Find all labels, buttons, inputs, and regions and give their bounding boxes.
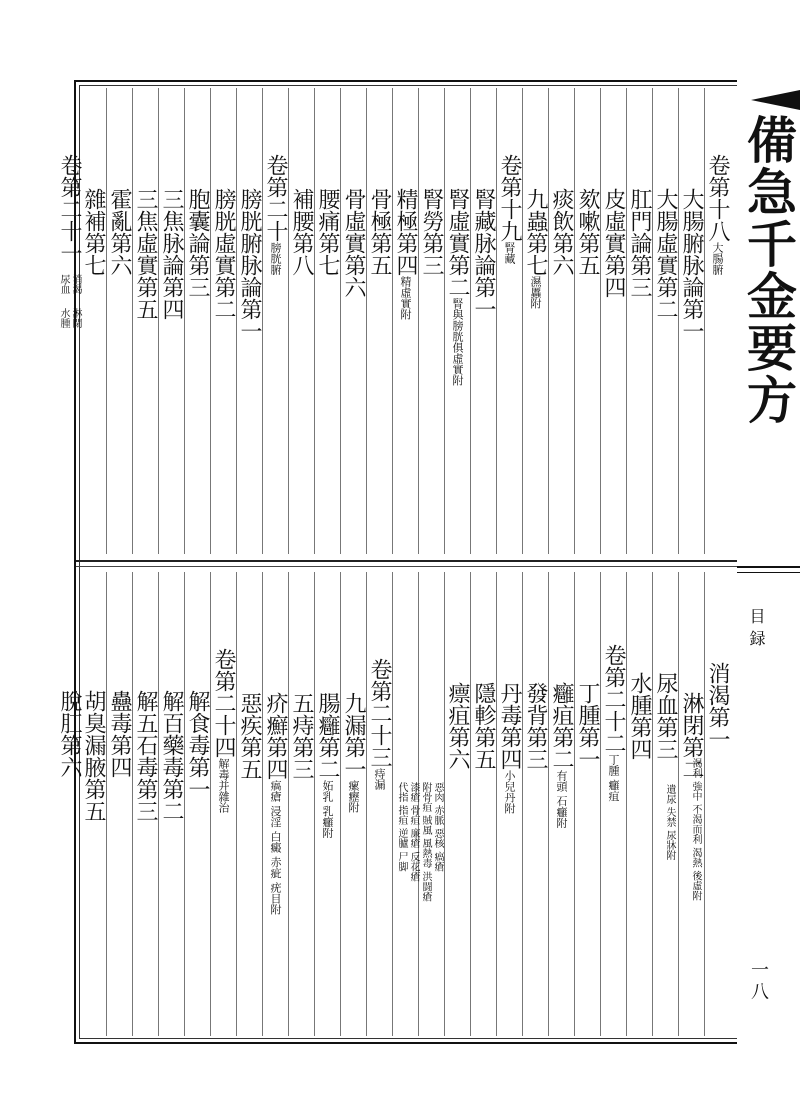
column-rule [392, 88, 419, 554]
toc-entry: 瘭疽第六 [445, 682, 470, 770]
toc-entry: 雜補第七 [81, 188, 106, 276]
toc-entry: 三焦虛實第五 [133, 188, 158, 320]
entry-note: 小兒丹附 [503, 770, 516, 814]
toc-entry: 膀胱腑脉論第一 [237, 188, 262, 342]
page-number: 一八 [748, 960, 769, 1004]
column-rule [548, 88, 575, 554]
toc-entry: 膀胱虛實第二 [211, 188, 236, 320]
volume-note: 大腸腑 [711, 242, 724, 275]
column-rule [184, 572, 211, 1036]
column-rule [288, 572, 315, 1036]
toc-entry: 疥癬第四瘑瘡 浸淫 白癜 赤疵 疣目附 [263, 692, 288, 915]
column-rule [626, 88, 653, 554]
column-rule [522, 572, 549, 1036]
column-rule [600, 572, 627, 1036]
column-rule [652, 88, 679, 554]
column-rule [288, 88, 315, 554]
entry-note: 附骨疽 賊風 風熱毒 洪闘瘡 [420, 782, 431, 902]
column-rule [236, 572, 263, 1036]
column-rule [470, 88, 497, 554]
volume-heading: 卷第二十膀胱腑 [263, 154, 288, 275]
volume-heading: 卷第十九腎藏 [497, 154, 522, 264]
volume-note: 消渴 [70, 274, 81, 294]
toc-entry: 尿血第三 [653, 672, 678, 760]
toc-entry: 丹毒第四小兒丹附 [497, 682, 522, 814]
middle-divider [76, 560, 737, 562]
volume-heading: 卷第二十二丁腫 癰疽 [601, 644, 626, 802]
column-rule [366, 88, 393, 554]
toc-entry: 惡疾第五 [237, 692, 262, 780]
toc-entry: 腎藏脉論第一 [471, 188, 496, 320]
column-rule [314, 88, 341, 554]
column-rule [626, 572, 653, 1036]
toc-entry: 欬嗽第五 [575, 188, 600, 276]
column-rule [184, 88, 211, 554]
volume-note: 痔漏 [373, 768, 386, 790]
entry-note: 精虛實附 [399, 276, 412, 320]
toc-entry: 皮虛實第四 [601, 188, 626, 298]
toc-entry: 解百藥毒第二 [159, 690, 184, 822]
toc-entry: 肛門論第三 [627, 188, 652, 298]
column-rule [418, 88, 445, 554]
column-rule [704, 572, 731, 1036]
sidebar-divider-thin [737, 572, 800, 573]
toc-entry: 骨虛實第六 [341, 188, 366, 298]
toc-entry: 大腸虛實第二 [653, 188, 678, 320]
upper-table-of-contents [57, 88, 730, 554]
toc-entry: 九漏第一瘰癧附 [341, 692, 366, 813]
entry-note: 渴利 強中 不渴而利 渴熱 後虛附 [690, 758, 701, 901]
entry-note: 漆瘡 骨疽 廉瘡 反花瘡 [408, 782, 419, 882]
volume-note: 膀胱腑 [269, 242, 282, 275]
toc-entry: 九蟲第七濕䘌附 [523, 188, 548, 309]
column-rule [600, 88, 627, 554]
entry-note: 代指 指疽 逆臚 尸脚 [396, 782, 407, 872]
toc-entry: 發背第三 [523, 682, 548, 770]
title-band-ornament [751, 90, 800, 110]
entry-note: 妬乳 乳癰附 [321, 780, 334, 839]
column-rule [574, 88, 601, 554]
toc-entry: 腎勞第三 [419, 188, 444, 276]
entry-note: 遺尿 失禁 尿牀附 [664, 784, 675, 861]
column-rule [522, 88, 549, 554]
entry-note: 瘰癧附 [347, 780, 360, 813]
volume-note: 淋閉 [70, 308, 81, 328]
volume-note: 解毒并雜治 [217, 758, 230, 813]
column-rule [574, 572, 601, 1036]
toc-entry: 癰疽第二有頭 石癰附 [549, 682, 574, 829]
toc-entry: 隱軫第五 [471, 682, 496, 770]
toc-entry: 腸癰第二妬乳 乳癰附 [315, 692, 340, 839]
lower-table-of-contents [57, 572, 730, 1036]
toc-entry: 消渴第一 [705, 662, 730, 750]
column-rule [366, 572, 393, 1036]
column-rule [106, 572, 133, 1036]
toc-entry: 水腫第四 [627, 672, 652, 760]
toc-entry: 淋閉第二 [679, 692, 704, 780]
entry-note: 腎與膀胱俱虛實附 [451, 298, 464, 386]
toc-entry: 三焦脉論第四 [159, 188, 184, 320]
toc-entry: 補腰第八 [289, 188, 314, 276]
middle-divider-thin [76, 566, 737, 567]
entry-note: 瘑瘡 浸淫 白癜 赤疵 疣目附 [269, 780, 282, 915]
toc-entry: 大腸腑脉論第一 [679, 188, 704, 342]
toc-entry: 蠱毒第四 [107, 690, 132, 778]
column-rule [470, 572, 497, 1036]
toc-entry: 胞囊論第三 [185, 188, 210, 298]
volume-heading: 卷第十八大腸腑 [705, 154, 730, 275]
entry-note: 濕䘌附 [529, 276, 542, 309]
entry-note: 有頭 石癰附 [555, 770, 568, 829]
sidebar-divider [737, 566, 800, 568]
toc-entry: 腎虛實第二腎與膀胱俱虛實附 [445, 188, 470, 386]
volume-note: 丁腫 癰疽 [607, 754, 620, 802]
toc-entry: 解食毒第一 [185, 690, 210, 800]
entry-note: 惡肉 赤脈 惡核 瘑瘡 [432, 782, 443, 872]
column-rule [444, 572, 471, 1036]
volume-note: 水腫 [58, 308, 69, 328]
toc-entry: 霍亂第六 [107, 188, 132, 276]
column-rule [106, 88, 133, 554]
title-sidebar [737, 80, 800, 1044]
volume-heading: 卷第二十三痔漏 [367, 658, 392, 790]
toc-entry: 解五石毒第三 [133, 690, 158, 822]
volume-heading: 卷第二十一 [57, 154, 82, 264]
toc-entry: 五痔第三 [289, 692, 314, 780]
toc-entry: 丁腫第一 [575, 682, 600, 770]
toc-entry: 痰飲第六 [549, 188, 574, 276]
toc-entry: 胡臭漏腋第五 [81, 690, 106, 822]
volume-heading: 卷第二十四解毒并雜治 [211, 648, 236, 813]
volume-note: 尿血 [58, 274, 69, 294]
column-rule [210, 88, 237, 554]
section-label: 目録 [747, 608, 766, 652]
book-title: 備急千金要方 [739, 114, 798, 426]
toc-entry: 腰痛第七 [315, 188, 340, 276]
column-rule [132, 88, 159, 554]
column-rule [158, 88, 185, 554]
volume-note: 腎藏 [503, 242, 516, 264]
toc-entry: 精極第四精虛實附 [393, 188, 418, 320]
toc-entry: 骨極第五 [367, 188, 392, 276]
toc-entry: 脫肛第六 [57, 690, 82, 778]
column-rule [340, 88, 367, 554]
